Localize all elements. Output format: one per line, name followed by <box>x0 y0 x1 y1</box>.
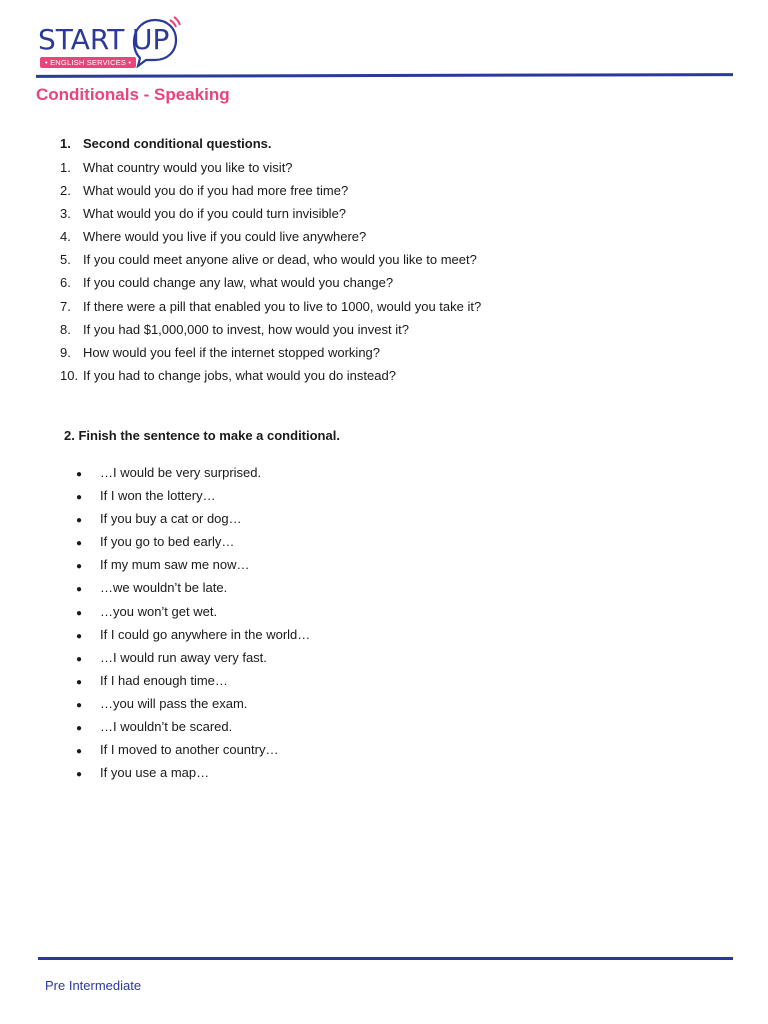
list-item <box>76 741 310 764</box>
item-text: What would you do if you could turn invisible? <box>83 206 347 222</box>
item-text: Where would you live if you could live anywhere? <box>83 229 367 245</box>
item-number: 3. <box>60 206 71 222</box>
list-item <box>76 764 310 787</box>
item-text: If you had to change jobs, what would you do instead? <box>83 367 396 383</box>
list-item <box>76 464 310 487</box>
footer-level-label: Pre Intermediate <box>45 978 142 993</box>
list-item <box>76 626 310 649</box>
section1-heading <box>60 136 272 152</box>
item-text: What country would you like to visit? <box>83 160 293 175</box>
section1-number: 1. <box>60 136 71 151</box>
list-item <box>76 649 310 672</box>
bullet-icon: ● <box>76 469 83 480</box>
list-item <box>60 274 481 297</box>
list-item <box>76 579 310 602</box>
item-number: 1. <box>60 160 71 175</box>
bullet-icon: ● <box>76 676 83 688</box>
bullet-icon: ● <box>76 630 83 642</box>
list-item <box>76 718 310 741</box>
item-text: …I would be very surprised. <box>100 465 262 480</box>
bullet-icon: ● <box>76 492 83 504</box>
list-item <box>76 556 310 579</box>
item-number: 4. <box>60 229 71 245</box>
item-text: If I could go anywhere in the world… <box>100 626 311 642</box>
bullet-icon: ● <box>76 607 83 619</box>
bullet-icon: ● <box>76 584 83 596</box>
bullet-icon: ● <box>76 515 83 527</box>
list-item <box>76 603 310 626</box>
item-text: …you won’t get wet. <box>100 603 218 619</box>
list-item <box>60 228 481 251</box>
bullet-icon: ● <box>76 723 83 735</box>
header-divider <box>36 73 733 78</box>
list-item <box>76 533 310 556</box>
bullet-icon: ● <box>76 769 83 781</box>
section2-heading: 2. Finish the sentence to make a conditional. <box>64 428 340 443</box>
item-text: If there were a pill that enabled you to live to 1000, would you take it? <box>83 298 482 314</box>
list-item <box>76 672 310 695</box>
bullet-icon: ● <box>76 538 83 550</box>
list-item <box>60 205 481 228</box>
list-item <box>76 487 310 510</box>
item-number: 10. <box>60 367 79 383</box>
list-item <box>60 182 481 205</box>
list-item <box>60 367 481 390</box>
item-text: If you had $1,000,000 to invest, how would you invest it? <box>83 321 409 337</box>
item-number: 5. <box>60 252 71 268</box>
item-number: 8. <box>60 321 71 337</box>
section1-heading-text: Second conditional questions. <box>83 136 272 151</box>
item-text: If I won the lottery… <box>100 488 216 504</box>
startup-logo <box>38 16 188 72</box>
item-text: If I moved to another country… <box>100 742 279 758</box>
sentence-list <box>76 464 310 787</box>
list-item <box>60 251 481 274</box>
list-item <box>60 298 481 321</box>
item-text: If you could meet anyone alive or dead, who would you like to meet? <box>83 252 477 268</box>
item-number: 7. <box>60 298 71 314</box>
item-text: …we wouldn’t be late. <box>100 580 228 596</box>
list-item <box>60 321 481 344</box>
bullet-icon: ● <box>76 699 83 711</box>
question-list <box>60 159 481 390</box>
item-text: …I wouldn’t be scared. <box>100 719 233 735</box>
item-text: What would you do if you had more free time? <box>83 183 349 199</box>
item-text: …you will pass the exam. <box>100 695 248 711</box>
logo-word-up: UP <box>132 23 170 56</box>
list-item <box>76 510 310 533</box>
bullet-icon: ● <box>76 561 83 573</box>
item-text: If you go to bed early… <box>100 534 235 550</box>
logo-tagline: • ENGLISH SERVICES • <box>40 57 136 68</box>
bullet-icon: ● <box>76 746 83 758</box>
item-text: If you could change any law, what would you change? <box>83 275 394 291</box>
item-text: How would you feel if the internet stopped working? <box>83 344 381 360</box>
item-text: If my mum saw me now… <box>100 557 250 573</box>
item-text: If you use a map… <box>100 765 210 781</box>
list-item <box>60 344 481 367</box>
page-title: Conditionals - Speaking <box>36 85 230 104</box>
footer-divider <box>38 957 733 960</box>
item-number: 6. <box>60 275 71 291</box>
item-number: 9. <box>60 344 71 360</box>
bullet-icon: ● <box>76 653 83 665</box>
item-number: 2. <box>60 183 71 199</box>
list-item <box>60 159 481 182</box>
item-text: If I had enough time… <box>100 672 228 688</box>
item-text: …I would run away very fast. <box>100 649 267 665</box>
logo-word-start: START <box>38 23 125 56</box>
item-text: If you buy a cat or dog… <box>100 511 242 527</box>
list-item <box>76 695 310 718</box>
